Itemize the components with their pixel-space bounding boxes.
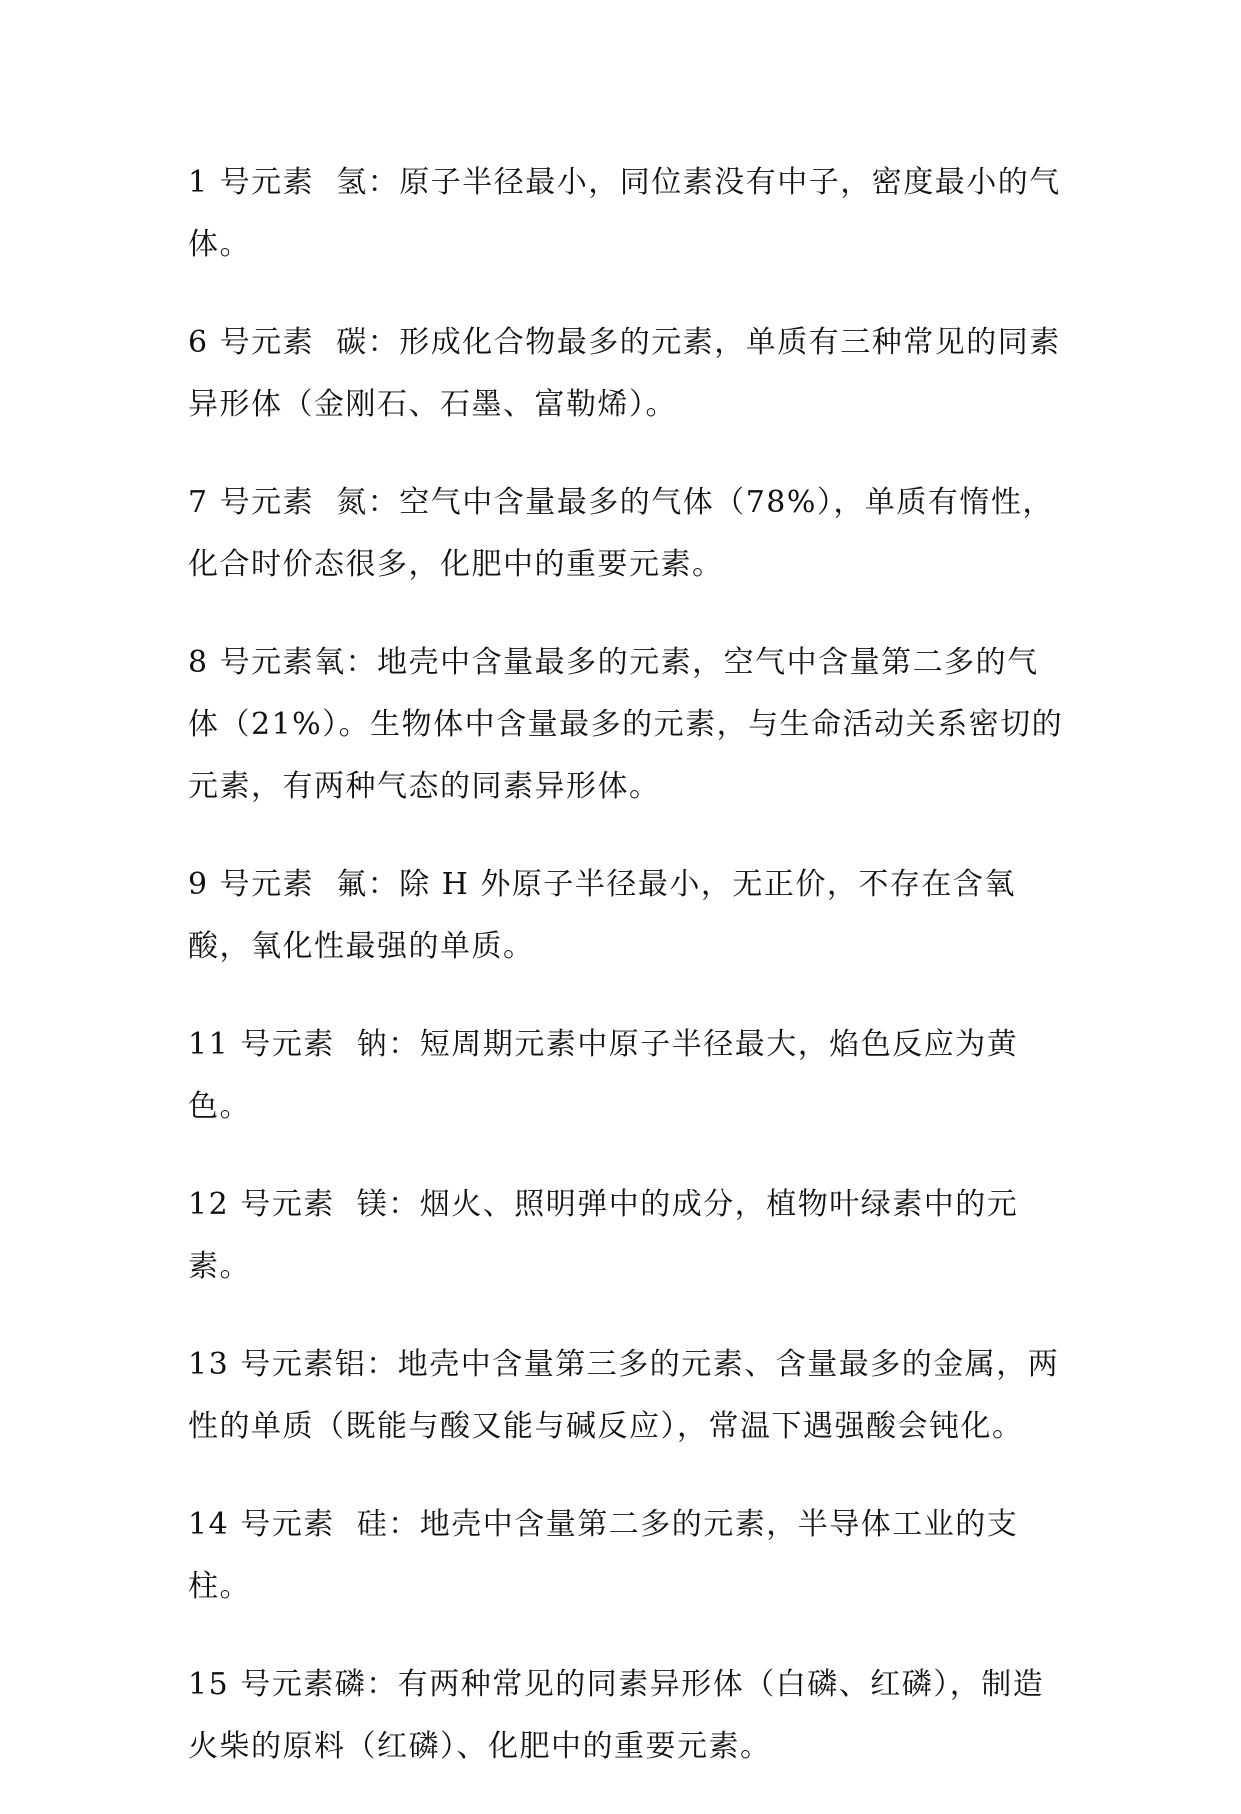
paragraph-hydrogen: 1 号元素 氢：原子半径最小，同位素没有中子，密度最小的气体。 (188, 165, 1061, 262)
paragraph-carbon: 6 号元素 碳：形成化合物最多的元素，单质有三种常见的同素异形体（金刚石、石墨、富勒烯）。 (188, 325, 1061, 422)
paragraph-phosphorus: 15 号元素磷：有两种常见的同素异形体（白磷、红磷），制造火柴的原料（红磷）、化肥中的重要元素。 (188, 1667, 1045, 1764)
paragraph-silicon: 14 号元素 硅：地壳中含量第二多的元素，半导体工业的支柱。 (188, 1507, 1019, 1604)
paragraph-oxygen: 8 号元素氧：地壳中含量最多的元素，空气中含量第二多的气体（21%）。生物体中含量最多的元素，与生命活动关系密切的元素，有两种气态的同素异形体。 (188, 645, 1064, 804)
document-body (188, 152, 1068, 1814)
paragraph-aluminum: 13 号元素铝：地壳中含量第三多的元素、含量最多的金属，两性的单质（既能与酸又能与碱反应），常温下遇强酸会钝化。 (188, 1347, 1060, 1444)
paragraph-nitrogen: 7 号元素 氮：空气中含量最多的气体（78%），单质有惰性，化合时价态很多，化肥中的重要元素。 (188, 485, 1054, 582)
paragraph-sodium: 11 号元素 钠：短周期元素中原子半径最大，焰色反应为黄色。 (188, 1027, 1019, 1124)
paragraph-magnesium: 12 号元素 镁：烟火、照明弹中的成分，植物叶绿素中的元素。 (188, 1187, 1019, 1284)
paragraph-fluorine: 9 号元素 氟：除 H 外原子半径最小，无正价，不存在含氧酸，氧化性最强的单质。 (188, 867, 1016, 964)
